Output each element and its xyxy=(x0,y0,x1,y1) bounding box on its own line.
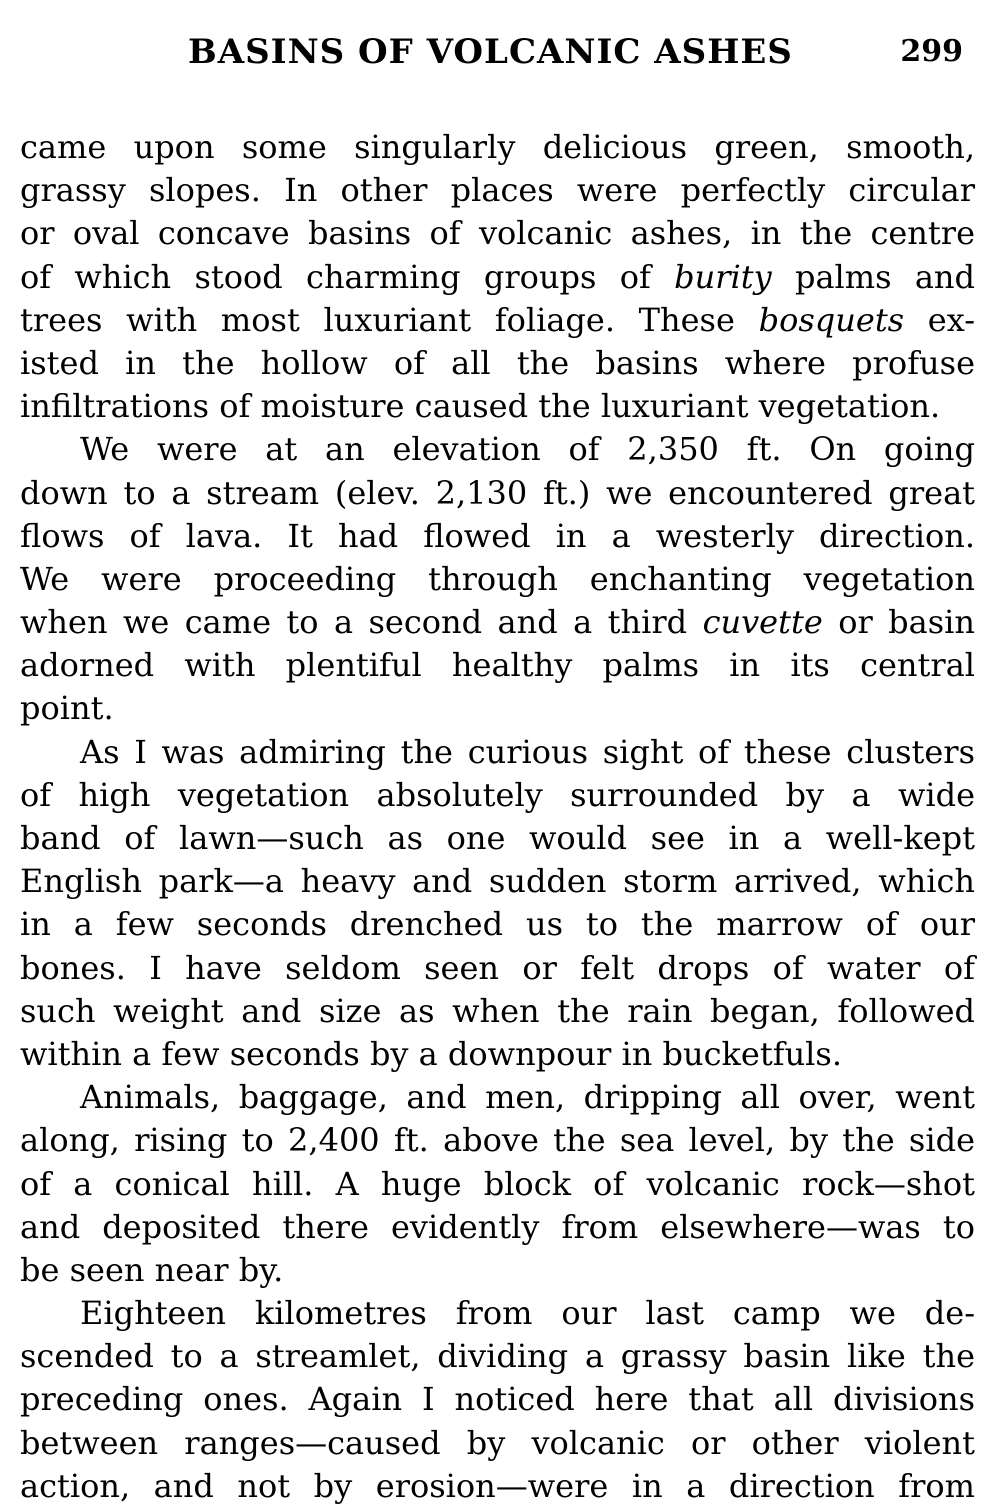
text-line: adorned with plentiful healthy palms in its central xyxy=(20,646,975,685)
text-line: infiltrations of moisture caused the luxuriant vegetation. xyxy=(20,387,941,426)
italic-term: burity xyxy=(674,257,772,296)
text-run: or basin xyxy=(822,603,976,642)
text-line: band of lawn—such as one would see in a well-kept xyxy=(20,819,975,857)
page-number: 299 xyxy=(900,34,963,69)
text-line: Eighteen kilometres from our last camp we de- xyxy=(80,1294,975,1333)
text-line: of high vegetation absolutely surrounded by a wide xyxy=(20,775,975,814)
text-run: palms and xyxy=(771,257,976,296)
text-line: between ranges—caused by volcanic or other violent xyxy=(20,1423,975,1462)
text-line: isted in the hollow of all the basins where profuse xyxy=(20,343,975,382)
text-line xyxy=(20,256,975,299)
text-line: came upon some singularly delicious green, smooth, xyxy=(20,128,975,166)
text-line: point. xyxy=(20,689,114,728)
text-run: when we came to a second and a third xyxy=(20,603,703,642)
running-title: BASINS OF VOLCANIC ASHES xyxy=(188,32,793,72)
text-line: scended to a streamlet, dividing a grassy basin like the xyxy=(20,1337,975,1376)
text-line: be seen near by. xyxy=(20,1250,284,1289)
text-line: Animals, baggage, and men, dripping all over, went xyxy=(80,1078,975,1117)
text-line: We were proceeding through enchanting vegetation xyxy=(20,559,975,598)
text-line: bones. I have seldom seen or felt drops of water of xyxy=(20,948,975,987)
text-line: down to a stream (elev. 2,130 ft.) we encountered great xyxy=(20,473,975,512)
text-run: ex- xyxy=(904,300,976,339)
text-line xyxy=(20,601,975,644)
text-line: such weight and size as when the rain began, followed xyxy=(20,991,975,1030)
body-text xyxy=(20,126,975,1508)
text-line: of a conical hill. A huge block of volcanic rock—shot xyxy=(20,1164,975,1203)
text-line: or oval concave basins of volcanic ashes, in the centre xyxy=(20,214,975,253)
text-line: grassy slopes. In other places were perfectly circular xyxy=(20,171,975,210)
text-line: action, and not by erosion—were in a direction from xyxy=(20,1466,975,1505)
text-line: As I was admiring the curious sight of these clusters xyxy=(80,732,975,771)
page-header xyxy=(20,30,975,80)
text-line: English park—a heavy and sudden storm arrived, which xyxy=(20,862,975,901)
text-line: We were at an elevation of 2,350 ft. On going xyxy=(80,430,975,469)
text-line: in a few seconds drenched us to the marrow of our xyxy=(20,905,975,944)
italic-term: bosquets xyxy=(758,300,905,339)
text-line: preceding ones. Again I noticed here that all divisions xyxy=(20,1380,975,1419)
book-page xyxy=(20,30,975,1508)
text-line xyxy=(20,299,975,342)
text-line: flows of lava. It had flowed in a westerly direction. xyxy=(20,516,975,555)
text-run: of which stood charming groups of xyxy=(20,257,675,296)
italic-term: cuvette xyxy=(702,603,823,642)
text-line: along, rising to 2,400 ft. above the sea level, by the side xyxy=(20,1121,975,1160)
text-run: trees with most luxuriant foliage. These xyxy=(20,300,759,339)
text-line: and deposited there evidently from elsewhere—was to xyxy=(20,1207,975,1246)
text-line: within a few seconds by a downpour in bucketfuls. xyxy=(20,1034,842,1073)
